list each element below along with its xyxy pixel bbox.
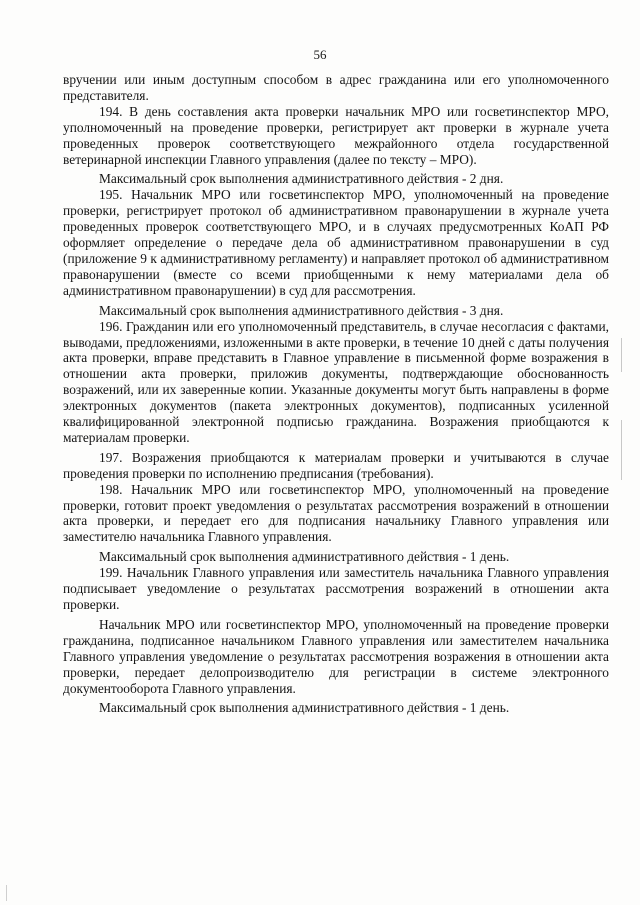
- paragraph-continuation: вручении или иным доступным способом в адрес гражданина или его уполномоченного представителя.: [63, 72, 609, 103]
- paragraph-deadline-1-day-final: Максимальный срок выполнения административного действия - 1 день.: [99, 700, 510, 716]
- scan-edge-mark: [6, 885, 7, 901]
- paragraph-deadline-2-days: Максимальный срок выполнения административного действия - 2 дня.: [99, 171, 504, 187]
- scan-edge-mark: [621, 338, 622, 372]
- paragraph-195: 195. Начальник МРО или госветинспектор МРО, уполномоченный на проведение проверки, регистрирует протокол об административном правонарушении в журнале учета проведенных проверок соответствующего МРО, и в случаях предусмотренных КоАП РФ оформляет определение о передаче дела об административном правонарушении в суд (приложение 9 к административному регламенту) и направляет протокол об административном правонарушении (вместе со всеми приобщенными к нему материалами дела об административном правонарушении) в суд для рассмотрения.: [63, 187, 609, 298]
- paragraph-deadline-3-days: Максимальный срок выполнения административного действия - 3 дня.: [99, 302, 504, 318]
- paragraph-196: 196. Гражданин или его уполномоченный представитель, в случае несогласия с фактами, выводами, предложениями, изложенными в акте проверки, в течение 10 дней с даты получения акта проверки, вправе представить в Главное управление в письменной форме возражения в отношении акта проверки, приложив документы, подтверждающие обоснованность возражений, или их заверенные копии. Указанные документы могут быть направлены в форме электронных документов (пакета электронных документов), подписанных усиленной квалифицированной электронной подписью гражданина. Возражения приобщаются к материалам проверки.: [63, 318, 609, 445]
- paragraph-199: 199. Начальник Главного управления или заместитель начальника Главного управления подписывает уведомление о результатах рассмотрения возражений в отношении акта проверки.: [63, 565, 609, 612]
- paragraph-deadline-1-day: Максимальный срок выполнения административного действия - 1 день.: [99, 549, 510, 565]
- document-body: [63, 72, 609, 716]
- paragraph-197: 197. Возражения приобщаются к материалам проверки и учитываются в случае проведения проверки по исполнению предписания (требования).: [63, 449, 609, 481]
- paragraph-194: 194. В день составления акта проверки начальник МРО или госветинспектор МРО, уполномоченный на проведение проверки, регистрирует акт проверки в журнале учета проведенных проверок соответствующего межрайонного отдела государственной ветеринарной инспекции Главного управления (далее по тексту – МРО).: [63, 103, 609, 167]
- scan-edge-mark: [621, 420, 622, 480]
- paragraph-198: 198. Начальник МРО или госветинспектор МРО, уполномоченный на проведение проверки, готовит проект уведомления о результатах рассмотрения возражений в отношении акта проверки, и передает его для подписания начальнику Главного управления или заместителю начальника Главного управления.: [63, 481, 609, 545]
- paragraph-notification-transfer: Начальник МРО или госветинспектор МРО, уполномоченный на проведение проверки гражданина, подписанное начальником Главного управления или заместителем начальника Главного управления уведомление о результатах рассмотрения возражения в отношении акта проверки, передает делопроизводителю для регистрации в системе электронного документооборота Главного управления.: [63, 616, 609, 696]
- page-number: 56: [313, 47, 327, 62]
